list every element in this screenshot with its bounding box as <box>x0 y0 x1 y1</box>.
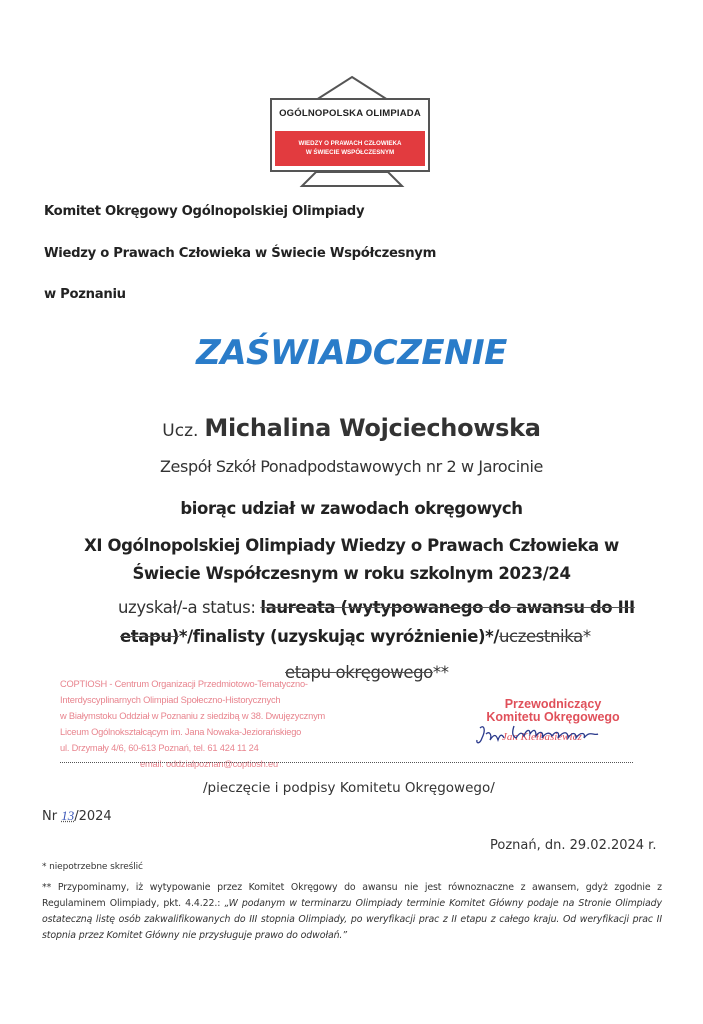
stage-struck: etapu okręgowego <box>285 663 433 682</box>
number-value: 13 <box>61 808 75 823</box>
footnote-2-text: ** Przypominamy, iż wytypowanie przez Komitet Okręgowy do awansu nie jest równoznaczne z awansem, gdyż zgodnie z Regulaminem Olimpiady, pkt. 4.4.22.: <box>42 882 662 909</box>
date-line: Poznań, dn. 29.02.2024 r. <box>490 838 657 853</box>
stamp-line-5: ul. Drzymały 4/6, 60-613 Poznań, tel. 61 424 11 24 <box>60 743 259 753</box>
stamp-line-4: Liceum Ogólnokształcącym im. Jana Nowaka-Jeziorańskiego <box>60 727 302 737</box>
stamp-line-1: COPTIOSH - Centrum Organizacji Przedmiotowo-Tematyczno- <box>60 679 308 689</box>
footnote-2-quote: „W podanym w terminarzu Olimpiady terminie Komitet Główny podaje na Stronie Olimpiady ostateczną listę osób zakwalifikowanych do III stopnia Olimpiady, po weryfikacji prac z II etapu z całego kraju. Od weryfikacji prac II stopnia przez Komitet Główny nie przysługuje prawo do odwołań.” <box>42 898 662 941</box>
status-participant-struck: uczestnika <box>498 627 583 646</box>
olympiad-line-2: Świecie Współczesnym w roku szkolnym 2023/24 <box>132 564 571 583</box>
student-prefix: Ucz. <box>162 421 199 441</box>
footnote-2 <box>42 880 662 944</box>
status-laureate-struck: laureata (wytypowanego do awansu do III <box>260 598 635 617</box>
status-prefix: uzyskał/-a status: <box>118 598 261 617</box>
status-line-2 <box>120 627 680 646</box>
chairman-committee: Komitetu Okręgowego <box>486 710 620 724</box>
seals-caption: /pieczęcie i podpisy Komitetu Okręgowego/ <box>203 780 495 796</box>
logo-box <box>270 98 430 172</box>
stamp-line-3: w Białymstoku Oddział w Poznaniu z siedzibą w 38. Dwujęzycznym <box>60 711 326 721</box>
participation-line: biorąc udział w zawodach okręgowych <box>180 499 523 518</box>
footnote-1: * niepotrzebne skreślić <box>42 862 143 872</box>
status-star: * <box>582 627 591 646</box>
chairman-title: Przewodniczący <box>504 697 602 711</box>
status-line-1 <box>118 598 678 617</box>
school-name: Zespół Szkół Ponadpodstawowych nr 2 w Jarocinie <box>160 457 543 476</box>
student-line <box>0 414 703 442</box>
status-laureate-struck-2: etapu) <box>120 627 179 646</box>
student-name: Michalina Wojciechowska <box>204 414 541 442</box>
chairman-name: Jan Kiełbasiewicz <box>502 731 582 743</box>
status-separator-2: */ <box>485 627 499 646</box>
committee-line-1: Komitet Okręgowy Ogólnopolskiej Olimpiady <box>44 204 365 219</box>
number-suffix: /2024 <box>74 809 112 824</box>
olympiad-line-1: XI Ogólnopolskiej Olimpiady Wiedzy o Prawach Człowieka w <box>84 536 619 555</box>
logo-subtitle-band <box>275 131 425 166</box>
committee-line-2: Wiedzy o Prawach Człowieka w Świecie Współczesnym <box>44 246 437 261</box>
document-title: ZAŚWIADCZENIE <box>196 333 507 373</box>
olympiad-logo <box>262 74 442 190</box>
stage-stars: ** <box>432 663 449 682</box>
logo-subtitle-line1: WIEDZY O PRAWACH CZŁOWIEKA <box>298 140 402 147</box>
stamp-line-2: Interdyscyplinarnych Olimpiad Społeczno-Historycznych <box>60 695 281 705</box>
committee-line-3: w Poznaniu <box>44 287 126 302</box>
organization-stamp <box>60 676 340 772</box>
status-separator-1: */ <box>178 627 193 646</box>
logo-title: OGÓLNOPOLSKA OLIMPIADA <box>279 108 421 119</box>
stamp-email: email: oddzialpoznan@coptiosh.eu <box>140 759 278 769</box>
status-finalist: finalisty (uzyskując wyróżnienie) <box>192 627 486 646</box>
signature-dotted-line <box>60 762 633 763</box>
handwritten-signature <box>474 722 634 750</box>
certificate-number <box>42 808 112 824</box>
logo-subtitle-line2: W ŚWIECIE WSPÓŁCZESNYM <box>305 149 395 156</box>
number-prefix: Nr <box>42 809 62 824</box>
